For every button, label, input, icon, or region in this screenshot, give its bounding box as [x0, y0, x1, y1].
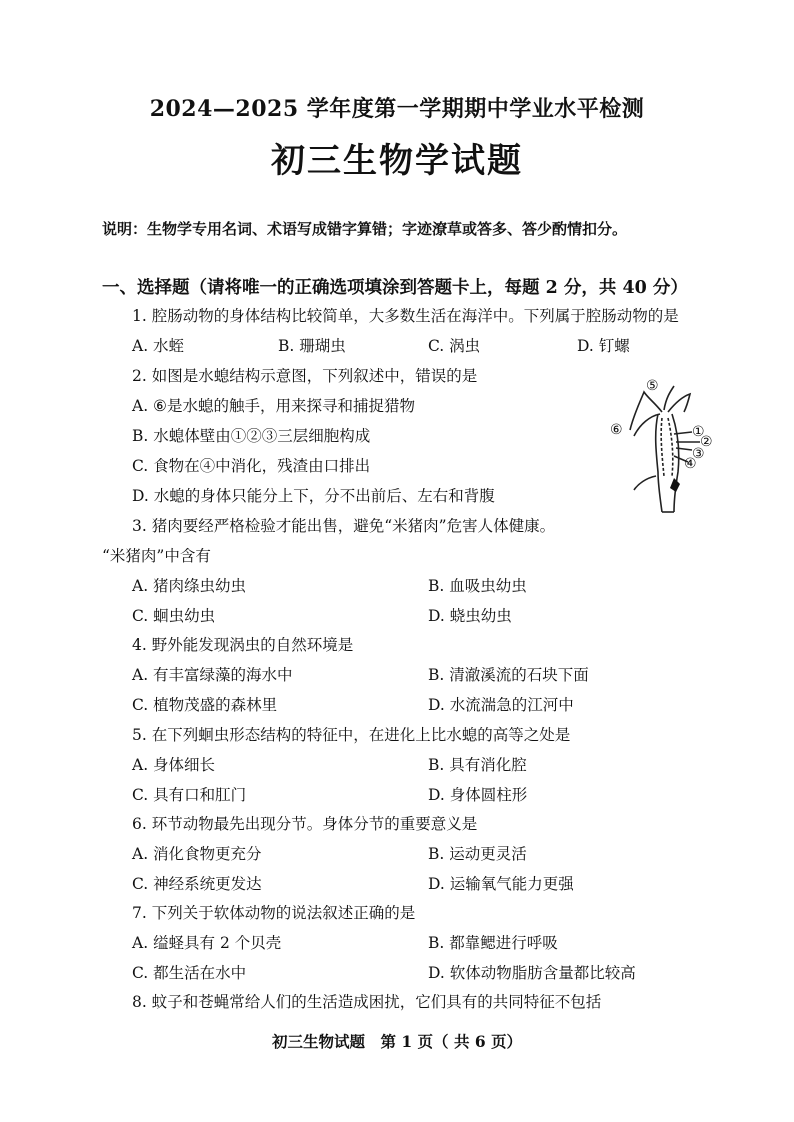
option: A. ⑥是水螅的触手，用来探寻和捕捉猎物	[132, 397, 415, 415]
section-title: 一、选择题（请将唯一的正确选项填涂到答题卡上，每题 2 分，共 40 分）	[102, 278, 688, 298]
option: D. 软体动物脂肪含量都比较高	[428, 964, 636, 982]
option: D. 身体圆柱形	[428, 786, 528, 804]
option: A. 有丰富绿藻的海水中	[132, 666, 293, 684]
option: B. 水螅体壁由①②③三层细胞构成	[132, 427, 371, 445]
option: C. 神经系统更发达	[132, 875, 262, 893]
option: A. 缢蛏具有 2 个贝壳	[132, 934, 282, 952]
tentacle	[668, 394, 690, 412]
question-stem: 1. 腔肠动物的身体结构比较简单，大多数生活在海洋中。下列属于腔肠动物的是	[132, 307, 679, 325]
option: A. 水蛭	[132, 337, 185, 355]
question-stem: 5. 在下列蛔虫形态结构的特征中，在进化上比水螅的高等之处是	[132, 726, 571, 744]
question-stem: 6. 环节动物最先出现分节。身体分节的重要意义是	[132, 815, 478, 833]
option: B. 血吸虫幼虫	[428, 577, 527, 595]
question-stem: 3. 猪肉要经严格检验才能出售，避免“米猪肉”危害人体健康。	[132, 517, 556, 535]
label-4: ④	[684, 456, 697, 472]
exam-title: 2024—2025 学年度第一学期期中学业水平检测	[149, 96, 645, 122]
option: B. 清澈溪流的石块下面	[428, 666, 589, 684]
option: B. 具有消化腔	[428, 756, 527, 774]
option: C. 都生活在水中	[132, 964, 247, 982]
label-3: ③	[692, 446, 705, 462]
option: C. 食物在④中消化，残渣由口排出	[132, 457, 371, 475]
subject-title: 初三生物学试题	[271, 141, 523, 181]
option: A. 身体细长	[132, 756, 216, 774]
question-stem: 4. 野外能发现涡虫的自然环境是	[132, 636, 354, 654]
option: C. 具有口和肛门	[132, 786, 247, 804]
option: D. 蛲虫幼虫	[428, 607, 512, 625]
bud	[634, 476, 656, 490]
question-stem-continued: “米猪肉”中含有	[102, 547, 211, 565]
tentacle	[630, 392, 662, 430]
label-6: ⑥	[610, 422, 623, 438]
label-1: ①	[692, 424, 705, 440]
option: A. 消化食物更充分	[132, 845, 262, 863]
question-stem: 2. 如图是水螅结构示意图，下列叙述中，错误的是	[132, 367, 478, 385]
food-mass	[670, 478, 680, 492]
page-footer: 初三生物试题 第 1 页（ 共 6 页）	[271, 1032, 523, 1051]
option: B. 运动更灵活	[428, 845, 527, 863]
option: D. 运输氧气能力更强	[428, 875, 574, 893]
option: A. 猪肉绦虫幼虫	[132, 577, 247, 595]
question-stem: 8. 蚊子和苍蝇常给人们的生活造成困扰，它们具有的共同特征不包括	[132, 993, 602, 1011]
option: C. 涡虫	[428, 337, 481, 355]
label-2: ②	[700, 434, 713, 450]
option: B. 珊瑚虫	[278, 337, 346, 355]
option: C. 植物茂盛的森林里	[132, 696, 278, 714]
instructions-note: 说明：生物学专用名词、术语写成错字算错；字迹潦草或答多、答少酌情扣分。	[102, 220, 628, 238]
hydra-diagram	[604, 372, 724, 522]
option: B. 都靠鳃进行呼吸	[428, 934, 558, 952]
label-5: ⑤	[646, 378, 659, 394]
inner-cell-layer	[668, 418, 673, 476]
option: C. 蛔虫幼虫	[132, 607, 216, 625]
inner-cell-layer	[661, 418, 664, 476]
question-stem: 7. 下列关于软体动物的说法叙述正确的是	[132, 904, 416, 922]
option: D. 水流湍急的江河中	[428, 696, 574, 714]
option: D. 水螅的身体只能分上下，分不出前后、左右和背腹	[132, 487, 495, 505]
option: D. 钉螺	[577, 337, 630, 355]
